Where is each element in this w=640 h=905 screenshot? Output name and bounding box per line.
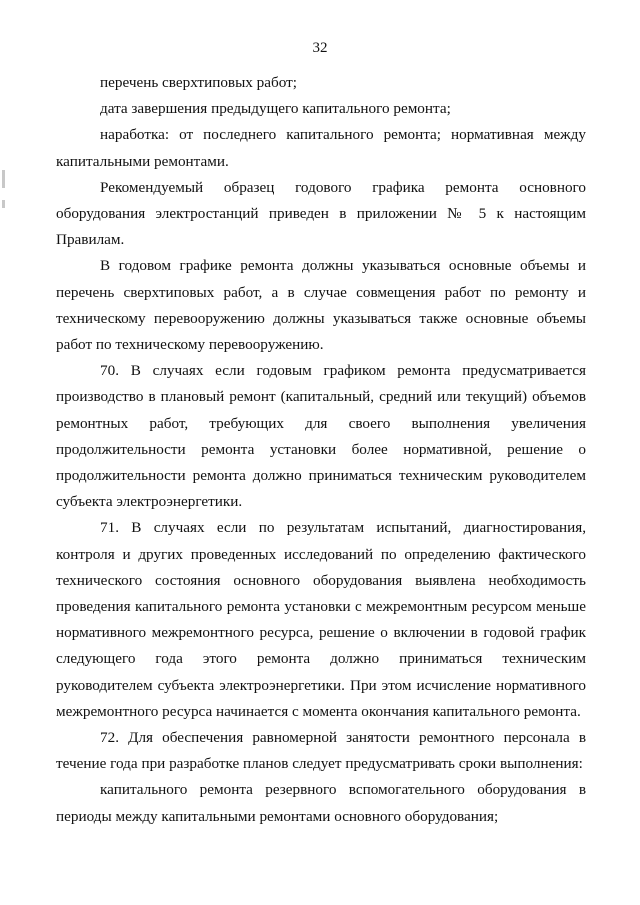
paragraph-list-item-last-repair-date: дата завершения предыдущего капитального ремонта; [100,100,451,118]
paragraph-list-item-extra-works: перечень сверхтиповых работ; [100,74,297,91]
paragraph-clause-70: 70. В случаях если годовым графиком ремонта предусматривается производство в плановый ремонт (капитальный, средний или текущий) объемов ремонтных работ, требующих для своего выполнения увеличения продолжительности ремонта установки более нормативной, решение о продолжительности ремонта должно приниматься техническим руководителем субъекта электроэнергетики. [56,362,586,511]
paragraph-annual-schedule: В годовом графике ремонта должны указываться основные объемы и перечень сверхтиповых работ, а в случае совмещения работ по ремонту и техническому перевооружению должны указываться также основные объемы работ по техническому перевооружению. [56,257,586,354]
page-number: 32 [312,40,328,56]
paragraph-list-item-reserve-equipment: капитального ремонта резервного вспомогательного оборудования в периоды между капитальными ремонтами основного оборудования; [56,781,586,825]
paragraph-clause-71: 71. В случаях если по результатам испытаний, диагностирования, контроля и других проведенных исследований по определению фактического технического состояния основного оборудования выявлена необходимость проведения капитального ремонта установки с межремонтным ресурсом меньше нормативного межремонтного ресурса, решение о включении в годовой график следующего года этого ремонта должно приниматься техническим руководителем субъекта электроэнергетики. При этом исчисление нормативного межремонтного ресурса начинается с момента окончания капитального ремонта. [56,519,586,720]
document-body [56,70,586,830]
paragraph-clause-72: 72. Для обеспечения равномерной занятости ремонтного персонала в течение года при разработке планов следует предусматривать сроки выполнения: [56,729,586,773]
paragraph-list-item-operating-time: наработка: от последнего капитального ремонта; нормативная между капитальными ремонтами. [56,126,586,170]
scan-edge-mark [2,200,5,208]
scan-edge-mark [2,170,5,188]
paragraph-sample-schedule: Рекомендуемый образец годового графика ремонта основного оборудования электростанций приведен в приложении № 5 к настоящим Правилам. [56,178,586,249]
